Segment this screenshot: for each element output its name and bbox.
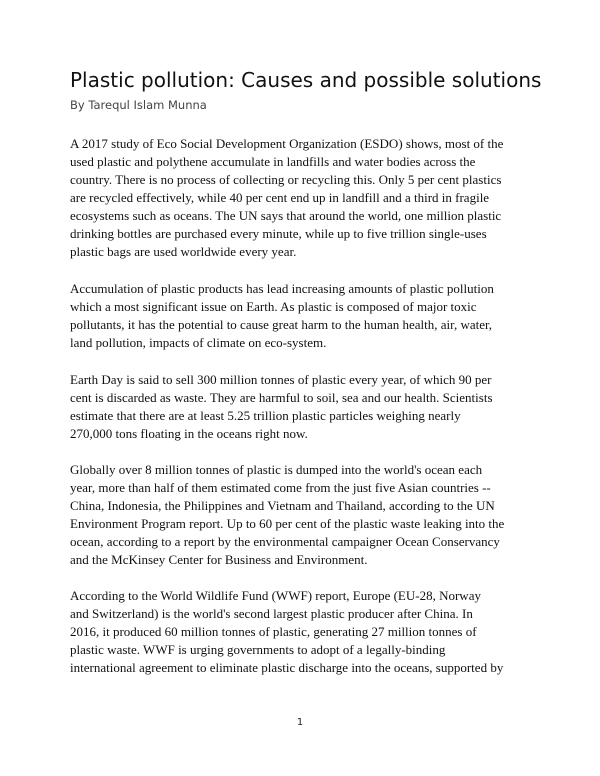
paragraph-line: plastic waste. WWF is urging governments to adopt of a legally-binding: [70, 642, 446, 657]
paragraph-line: land pollution, impacts of climate on eco-system.: [70, 335, 327, 350]
paragraph-line: ecosystems such as oceans. The UN says that around the world, one million plastic: [70, 208, 502, 223]
page-number: 1: [296, 717, 304, 728]
paragraph-line: China, Indonesia, the Philippines and Vietnam and Thailand, according to the UN: [70, 498, 495, 513]
paragraph-line: which a most significant issue on Earth. As plastic is composed of major toxic: [70, 299, 477, 314]
paragraph-line: Globally over 8 million tonnes of plastic is dumped into the world's ocean each: [70, 462, 483, 477]
paragraph-4: [70, 461, 504, 569]
paragraph-line: According to the World Wildlife Fund (WWF) report, Europe (EU-28, Norway: [70, 588, 481, 603]
page-title: Plastic pollution: Causes and possible solutions: [70, 68, 542, 92]
paragraph-line: used plastic and polythene accumulate in landfills and water bodies across the: [70, 154, 476, 169]
paragraph-line: cent is discarded as waste. They are harmful to soil, sea and our health. Scientists: [70, 390, 493, 405]
paragraph-line: country. There is no process of collecting or recycling this. Only 5 per cent plastics: [70, 172, 502, 187]
paragraph-3: [70, 371, 493, 443]
paragraph-line: plastic bags are used worldwide every year.: [70, 244, 297, 259]
paragraph-line: 2016, it produced 60 million tonnes of plastic, generating 27 million tonnes of: [70, 624, 477, 639]
paragraph-line: ocean, according to a report by the environmental campaigner Ocean Conservancy: [70, 534, 500, 549]
paragraph-line: Earth Day is said to sell 300 million tonnes of plastic every year, of which 90 per: [70, 372, 492, 387]
paragraph-line: estimate that there are at least 5.25 trillion plastic particles weighing nearly: [70, 408, 461, 423]
paragraph-line: and Switzerland) is the world's second largest plastic producer after China. In: [70, 606, 473, 621]
author-byline: By Tarequl Islam Munna: [70, 98, 207, 112]
paragraph-5: [70, 587, 503, 677]
paragraph-1: [70, 135, 503, 261]
paragraph-line: A 2017 study of Eco Social Development Organization (ESDO) shows, most of the: [70, 136, 504, 151]
paragraph-line: international agreement to eliminate plastic discharge into the oceans, supported by: [70, 660, 504, 675]
paragraph-line: Accumulation of plastic products has lead increasing amounts of plastic pollution: [70, 281, 494, 296]
paragraph-line: are recycled effectively, while 40 per cent end up in landfill and a third in fragile: [70, 190, 490, 205]
paragraph-line: Environment Program report. Up to 60 per cent of the plastic waste leaking into the: [70, 516, 505, 531]
paragraph-line: pollutants, it has the potential to cause great harm to the human health, air, water,: [70, 317, 493, 332]
paragraph-line: drinking bottles are purchased every minute, while up to five trillion single-uses: [70, 226, 487, 241]
paragraph-line: and the McKinsey Center for Business and Environment.: [70, 552, 368, 567]
paragraph-2: [70, 280, 494, 352]
paragraph-line: 270,000 tons floating in the oceans right now.: [70, 426, 308, 441]
paragraph-line: year, more than half of them estimated come from the just five Asian countries --: [70, 480, 491, 495]
